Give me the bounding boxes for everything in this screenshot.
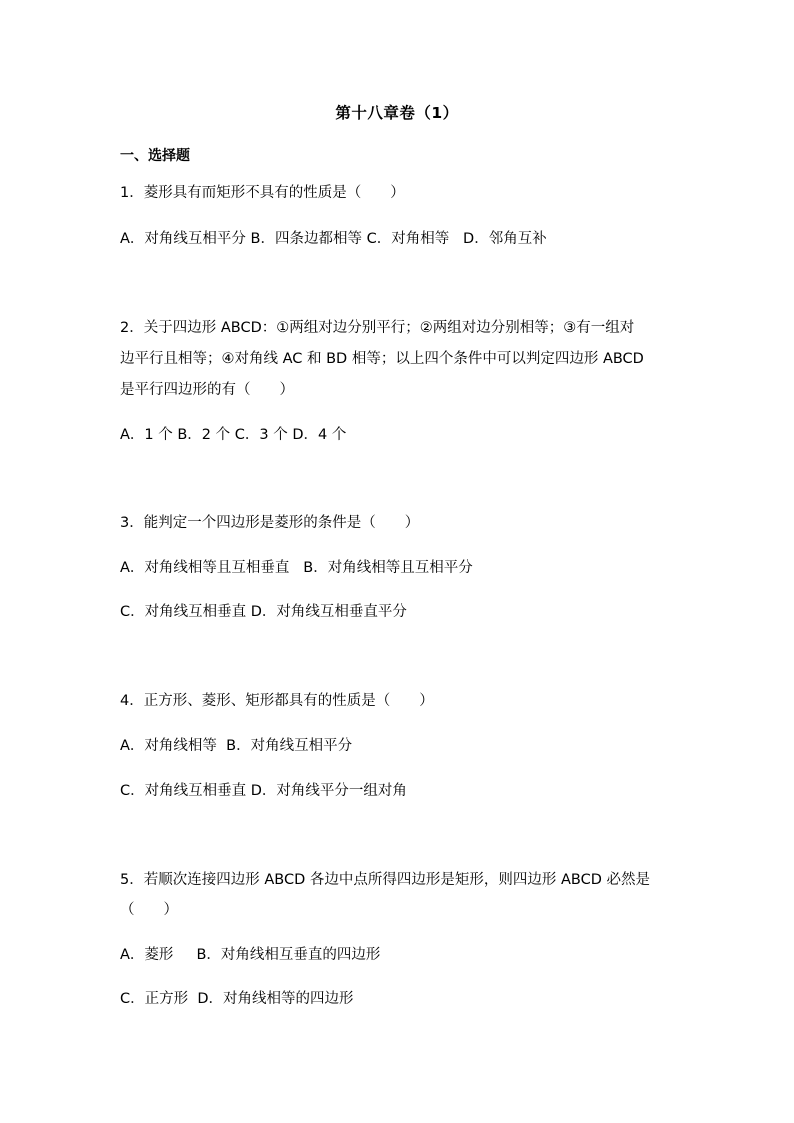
question-2-stem-line-3: 是平行四边形的有（ ）	[120, 382, 294, 398]
question-2-stem-line-2: 边平行且相等；④对角线 AC 和 BD 相等；以上四个条件中可以判定四边形 ABCD	[120, 351, 644, 367]
question-4-options-line-2: C．对角线互相垂直 D．对角线平分一组对角	[120, 783, 407, 799]
question-4-options-line-1: A．对角线相等 B．对角线互相平分	[120, 738, 353, 754]
page-title: 第十八章卷（1）	[335, 104, 459, 122]
question-4-stem: 4．正方形、菱形、矩形都具有的性质是（ ）	[120, 693, 434, 709]
question-3-options-line-1: A．对角线相等且互相垂直 B．对角线相等且互相平分	[120, 560, 473, 576]
section-heading: 一、选择题	[120, 148, 190, 164]
question-2-stem-line-1: 2．关于四边形 ABCD：①两组对边分别平行；②两组对边分别相等；③有一组对	[120, 320, 635, 336]
question-5-options-line-1: A．菱形 B．对角线相互垂直的四边形	[120, 947, 381, 963]
question-3-options-line-2: C．对角线互相垂直 D．对角线互相垂直平分	[120, 604, 407, 620]
question-5-options-line-2: C．正方形 D．对角线相等的四边形	[120, 991, 354, 1007]
question-5-stem-line-1: 5．若顺次连接四边形 ABCD 各边中点所得四边形是矩形，则四边形 ABCD 必然是	[120, 872, 650, 888]
question-3-stem: 3．能判定一个四边形是菱形的条件是（ ）	[120, 515, 420, 531]
question-5-stem-line-2: （ ）	[120, 902, 178, 918]
question-2-options: A．1 个 B．2 个 C．3 个 D．4 个	[120, 427, 347, 443]
question-1-options: A．对角线互相平分 B．四条边都相等 C．对角相等 D．邻角互补	[120, 231, 547, 247]
question-1-stem: 1．菱形具有而矩形不具有的性质是（ ）	[120, 185, 405, 201]
